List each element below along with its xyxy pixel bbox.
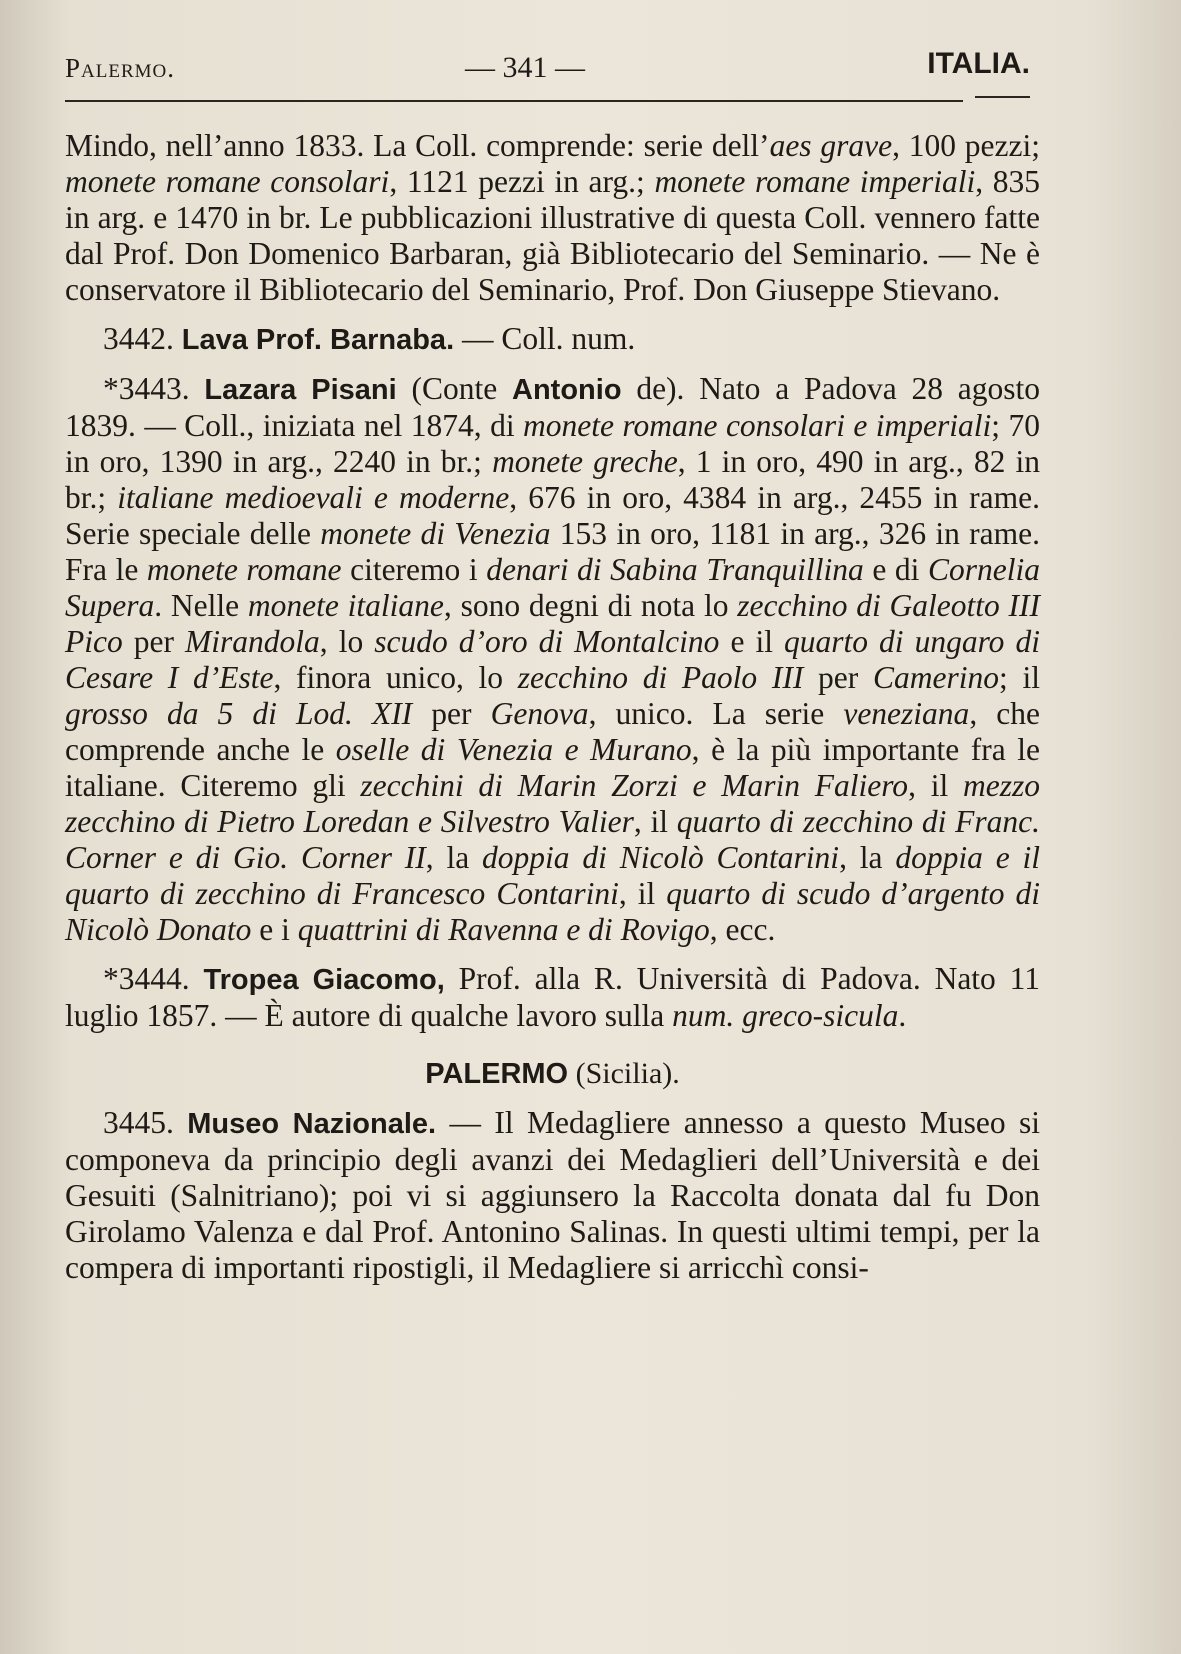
text-run: , 835 in arg. e 1470 in br. Le pubblicazioni illustrative di questa Coll. vennero fatte dal Prof. Don Domenico Barbaran, già Bibliotecario del Seminario. — Ne è conservatore il Bibliotecario del Seminario, Prof. Don Giuseppe Stievano.: [65, 164, 1041, 307]
text-run: . Nelle: [154, 588, 248, 623]
italic-term: oselle di Venezia e Murano: [335, 732, 692, 767]
italic-term: quarto di zecchino di Franc. Corner e di Gio. Corner II: [65, 804, 1040, 875]
entry-name: Tropea Giacomo,: [203, 964, 445, 996]
entry-name: Lava Prof. Barnaba.: [181, 324, 455, 356]
text-run: , il: [908, 768, 963, 803]
continued-paragraph: [65, 128, 1040, 308]
text-run: , la: [839, 840, 896, 875]
italic-term: monete romane: [146, 552, 342, 587]
entry-3444: [65, 961, 1040, 1034]
italic-term: monete romane consolari: [65, 164, 390, 199]
entry-name: Lazara Pisani: [204, 374, 397, 406]
italic-term: monete di Venezia: [320, 516, 551, 551]
text-run: Mindo, nell’anno 1833. La Coll. comprende: serie dell’: [65, 128, 770, 163]
italic-term: zecchini di Marin Zorzi e Marin Faliero: [360, 768, 909, 803]
italic-term: monete greche: [492, 444, 678, 479]
italic-term: zecchino di Galeotto III Pico: [65, 588, 1041, 659]
header-city: Palermo.: [65, 53, 175, 83]
page-body: [65, 128, 1040, 1286]
section-title: [65, 1056, 1040, 1092]
text-run: Prof. alla R. Università di Padova. Nato 11 luglio 1857. — È autore di qualche lavoro sulla: [65, 961, 1040, 1033]
italic-term: Mirandola: [185, 624, 320, 659]
entry-number: *3444.: [103, 961, 190, 996]
header-rule: [65, 100, 963, 102]
text-run: , 100 pezzi;: [892, 128, 1041, 163]
italic-term: italiane medioevali e moderne: [117, 480, 510, 515]
italic-term: monete romane imperiali: [654, 164, 976, 199]
italic-term: grosso da 5 di Lod. XII: [65, 696, 413, 731]
text-run: (Conte: [396, 371, 513, 406]
text-run: Antonio: [512, 374, 622, 406]
italic-term: mezzo zecchino di Pietro Loredan e Silvestro Valier: [65, 768, 1040, 839]
text-run: , 1 in oro, 490 in arg., 82 in br.;: [65, 444, 1040, 515]
running-header: [65, 45, 1030, 90]
text-run: , è la più importante fra le italiane. Citeremo gli: [65, 732, 1040, 803]
text-run: e i: [251, 912, 298, 947]
text-run: — Coll. num.: [454, 321, 636, 356]
entry-3443: [65, 371, 1040, 948]
italic-term: doppia e il quarto di zecchino di Francesco Contarini: [65, 840, 1041, 911]
text-run: ; il: [999, 660, 1040, 695]
italic-term: quattrini di Ravenna e di Rovigo: [297, 912, 710, 947]
italic-term: Genova: [490, 696, 589, 731]
text-run: e di: [863, 552, 928, 587]
entry-name: Museo Nazionale.: [187, 1108, 437, 1140]
italic-term: monete romane consolari e imperiali: [523, 408, 992, 443]
text-run: per: [803, 660, 873, 695]
italic-term: veneziana: [843, 696, 970, 731]
entry-number: 3442.: [103, 321, 174, 356]
text-run: — Il Medagliere annesso a questo Museo si componeva da principio degli avanzi dei Medaglieri dell’Università e dei Gesuiti (Salnitriano); poi vi si aggiunsero la Raccolta donata dal fu Don Girolamo Valenza e dal Prof. Antonino Salinas. In questi ultimi tempi, per la compera di importanti ripostigli, il Medagliere si arricchì consi-: [65, 1105, 1041, 1285]
italic-term: quarto di ungaro di Cesare I d’Este: [65, 624, 1040, 695]
text-run: 153 in oro, 1181 in arg., 326 in rame. Fra le: [65, 516, 1040, 587]
section-region: (Sicilia).: [568, 1057, 680, 1090]
text-run: citeremo i: [341, 552, 487, 587]
text-run: , sono degni di nota lo: [443, 588, 738, 623]
italic-term: scudo d’oro di Montalcino: [374, 624, 720, 659]
text-run: per: [412, 696, 491, 731]
text-run: , finora unico, lo: [273, 660, 518, 695]
text-run: , che comprende anche le: [65, 696, 1040, 767]
entry-3445: [65, 1105, 1040, 1286]
italic-term: Cornelia Supera: [65, 552, 1040, 623]
section-city: PALERMO: [425, 1058, 569, 1090]
text-run: , 676 in oro, 4384 in arg., 2455 in rame. Serie speciale delle: [65, 480, 1040, 551]
entry-number: 3445.: [103, 1105, 174, 1140]
text-run: , il: [633, 804, 677, 839]
text-run: de). Nato a Padova 28 agosto 1839. — Coll., iniziata nel 1874, di: [65, 371, 1041, 443]
text-run: , ecc.: [709, 912, 776, 947]
text-run: , lo: [319, 624, 375, 659]
text-run: ; 70 in oro, 1390 in arg., 2240 in br.;: [65, 408, 1040, 479]
text-run: , la: [425, 840, 483, 875]
text-run: .: [898, 998, 907, 1033]
page-number: — 341 —: [465, 51, 585, 84]
italic-term: doppia di Nicolò Contarini: [482, 840, 840, 875]
italic-term: monete italiane: [247, 588, 444, 623]
text-run: , unico. La serie: [588, 696, 844, 731]
italic-term: num. greco-sicula: [672, 998, 899, 1033]
italic-term: aes grave: [769, 128, 893, 163]
header-country: ITALIA.: [927, 47, 1030, 80]
header-rule-short: [975, 96, 1030, 98]
italic-term: Camerino: [873, 660, 999, 695]
text-run: , 1121 pezzi in arg.;: [389, 164, 655, 199]
text-run: , il: [618, 876, 667, 911]
text-run: e il: [719, 624, 784, 659]
italic-term: zecchino di Paolo III: [517, 660, 804, 695]
italic-term: quarto di scudo d’argento di Nicolò Donato: [65, 876, 1040, 947]
entry-3442: [65, 321, 1040, 358]
entry-number: *3443.: [103, 371, 190, 406]
text-run: per: [122, 624, 186, 659]
italic-term: denari di Sabina Tranquillina: [486, 552, 864, 587]
